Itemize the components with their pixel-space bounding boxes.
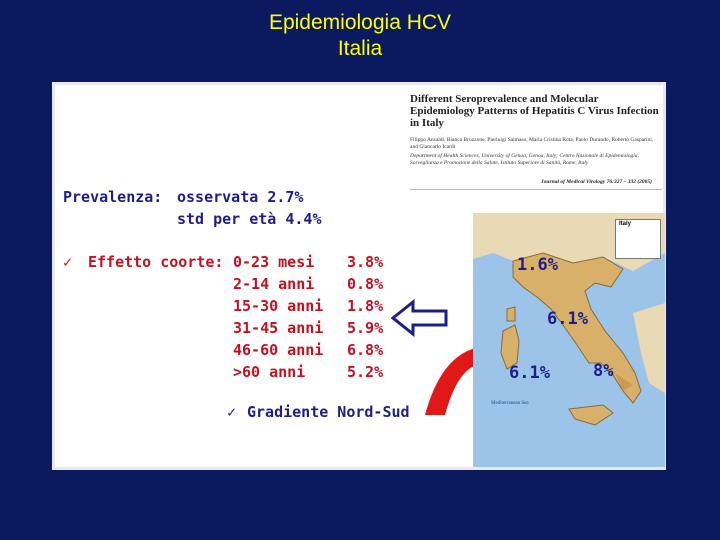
- map-label-north: 1.6%: [517, 255, 558, 275]
- pct-row-0: 3.8%: [347, 253, 384, 271]
- std-row: [177, 210, 322, 228]
- map-sea-label: Mediterranean Sea: [491, 401, 529, 406]
- age-row-5: >60 anni: [233, 363, 306, 381]
- pct-row-5: 5.2%: [347, 363, 384, 381]
- coorte-label: Effetto coorte:: [88, 253, 224, 271]
- age-row-3: 31-45 anni: [233, 319, 324, 337]
- map-legend: [615, 219, 661, 259]
- paper-authors: Filippo Ansaldi, Bianca Bruzzone, Pierluigi Salmaso, Maria Cristina Rota, Paolo Durando, Roberto Gasparini, and Giancarlo Icardi: [410, 137, 654, 150]
- age-row-0: 0-23 mesi: [233, 253, 315, 271]
- slide-title: [0, 10, 720, 62]
- map-label-south: 8%: [593, 361, 614, 381]
- pct-row-3: 5.9%: [347, 319, 384, 337]
- age-row-4: 46-60 anni: [233, 341, 324, 359]
- pct-row-1: 0.8%: [347, 275, 384, 293]
- paper-affiliations: Department of Health Sciences, University of Genoa, Genoa, Italy; Centro Nazionale di Epidemiologia, Sorveglianza e Promozione della Salute, Istituto Superiore di Sanità, Rome, Italy: [410, 153, 639, 166]
- slide-title-line2: Italia: [337, 37, 383, 60]
- paper-header: [410, 93, 662, 211]
- osservata-value: 2.7%: [267, 188, 304, 206]
- paper-journal: Journal of Medical Virology 76:327 – 332 (2005): [540, 179, 652, 185]
- slide-title-line1: Epidemiologia HCV: [268, 11, 452, 34]
- coorte-check-icon: ✓: [63, 253, 73, 271]
- map-legend-title: Italy: [619, 221, 632, 227]
- age-row-2: 15-30 anni: [233, 297, 324, 315]
- gradiente-label: Gradiente Nord-Sud: [247, 403, 410, 421]
- osservata-row: [177, 188, 303, 206]
- gradiente-check-icon: ✓: [227, 403, 237, 421]
- pct-row-4: 6.8%: [347, 341, 384, 359]
- std-value: 4.4%: [285, 210, 322, 228]
- paper-rule: [410, 189, 662, 190]
- paper-title: Different Seroprevalence and Molecular Epidemiology Patterns of Hepatitis C Virus Infection in Italy: [410, 93, 659, 129]
- osservata-label: osservata: [177, 188, 259, 206]
- content-panel: [52, 82, 666, 470]
- prevalenza-label: Prevalenza:: [63, 188, 163, 206]
- pct-row-2: 1.8%: [347, 297, 384, 315]
- age-row-1: 2-14 anni: [233, 275, 315, 293]
- std-label: std per età: [177, 210, 277, 228]
- italy-map: [473, 213, 665, 467]
- map-label-center: 6.1%: [547, 309, 588, 329]
- map-label-southwest: 6.1%: [509, 363, 550, 383]
